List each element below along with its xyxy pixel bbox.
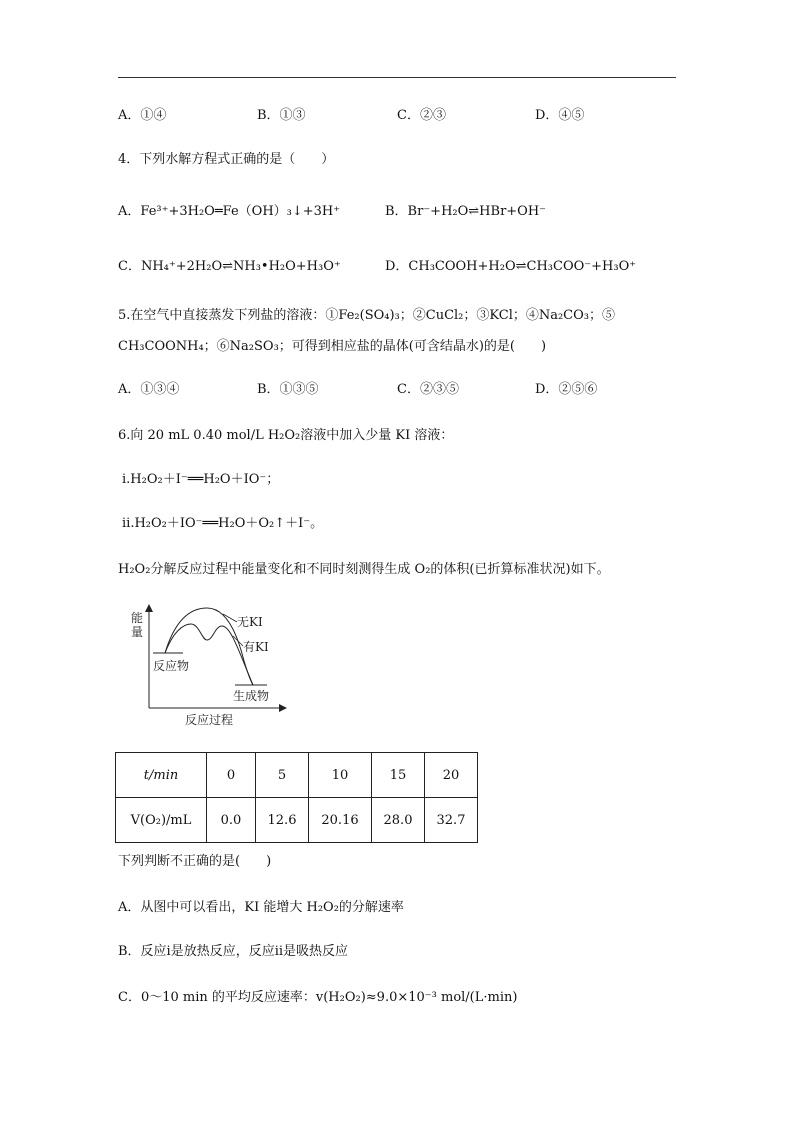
table-cell: 10	[309, 753, 372, 798]
q4-option-d: D．CH₃COOH+H₂O⇌CH₃COO⁻+H₃O⁺	[385, 259, 637, 274]
q6-step2: ⅱ.H₂O₂＋IO⁻══H₂O＋O₂↑＋I⁻。	[122, 516, 324, 531]
q6-question: 下列判断不正确的是( )	[118, 854, 272, 869]
table-cell: 32.7	[425, 798, 478, 843]
curve-with-ki	[165, 624, 253, 685]
label-no-ki: 无KI	[237, 615, 263, 629]
q5-option-b: B．①③⑤	[257, 382, 319, 397]
q4-option-c: C．NH₄⁺+2H₂O⇌NH₃•H₂O+H₃O⁺	[118, 259, 341, 274]
y-axis-label-2: 量	[131, 625, 144, 639]
q3-option-d: D．④⑤	[535, 108, 585, 123]
header-rule	[118, 77, 676, 78]
table-header-volume: V(O₂)/mL	[116, 798, 207, 843]
q3-option-b: B．①③	[257, 108, 306, 123]
q4-stem: 4．下列水解方程式正确的是（ ）	[118, 152, 335, 167]
q6-option-b: B．反应ⅰ是放热反应，反应ⅱ是吸热反应	[118, 944, 349, 959]
q4-option-a: A．Fe³⁺+3H₂O═Fe（OH）₃↓+3H⁺	[118, 204, 341, 219]
data-table	[115, 752, 478, 843]
label-reactant: 反应物	[153, 659, 190, 673]
q6-description: H₂O₂分解反应过程中能量变化和不同时刻测得生成 O₂的体积(已折算标准状况)如下。	[118, 562, 610, 577]
energy-diagram	[125, 600, 290, 730]
q6-option-a: A．从图中可以看出，KI 能增大 H₂O₂的分解速率	[118, 900, 404, 915]
table-header-time: t/min	[116, 753, 207, 798]
table-cell: 0	[207, 753, 256, 798]
q5-option-d: D．②⑤⑥	[535, 382, 598, 397]
table-cell: 12.6	[256, 798, 309, 843]
q6-step1: ⅰ.H₂O₂＋I⁻══H₂O＋IO⁻；	[122, 472, 280, 487]
table-cell: 5	[256, 753, 309, 798]
table-row	[116, 753, 478, 798]
label-with-ki: 有KI	[243, 640, 269, 654]
label-product: 生成物	[233, 689, 270, 703]
table-cell: 15	[372, 753, 425, 798]
q5-stem-line1: 5.在空气中直接蒸发下列盐的溶液：①Fe₂(SO₄)₃；②CuCl₂；③KCl；④Na₂CO₃；⑤	[118, 308, 616, 323]
q5-option-c: C．②③⑤	[397, 382, 459, 397]
q6-option-c: C．0～10 min 的平均反应速率：v(H₂O₂)≈9.0×10⁻³ mol/(L·min)	[118, 990, 518, 1005]
table-cell: 28.0	[372, 798, 425, 843]
table-cell: 0.0	[207, 798, 256, 843]
table-cell: 20	[425, 753, 478, 798]
q6-stem: 6.向 20 mL 0.40 mol/L H₂O₂溶液中加入少量 KI 溶液：	[118, 428, 454, 443]
table-cell: 20.16	[309, 798, 372, 843]
x-axis-label: 反应过程	[185, 713, 234, 727]
table-row	[116, 798, 478, 843]
q5-stem-line2: CH₃COONH₄；⑥Na₂SO₃；可得到相应盐的晶体(可含结晶水)的是( )	[118, 339, 547, 354]
q4-option-b: B．Br⁻+H₂O⇌HBr+OH⁻	[385, 204, 547, 219]
leader-no-ki	[223, 614, 237, 622]
q5-option-a: A．①③④	[118, 382, 180, 397]
q3-option-c: C．②③	[397, 108, 446, 123]
q3-option-a: A．①④	[118, 108, 167, 123]
y-axis-label-1: 能	[131, 611, 144, 625]
